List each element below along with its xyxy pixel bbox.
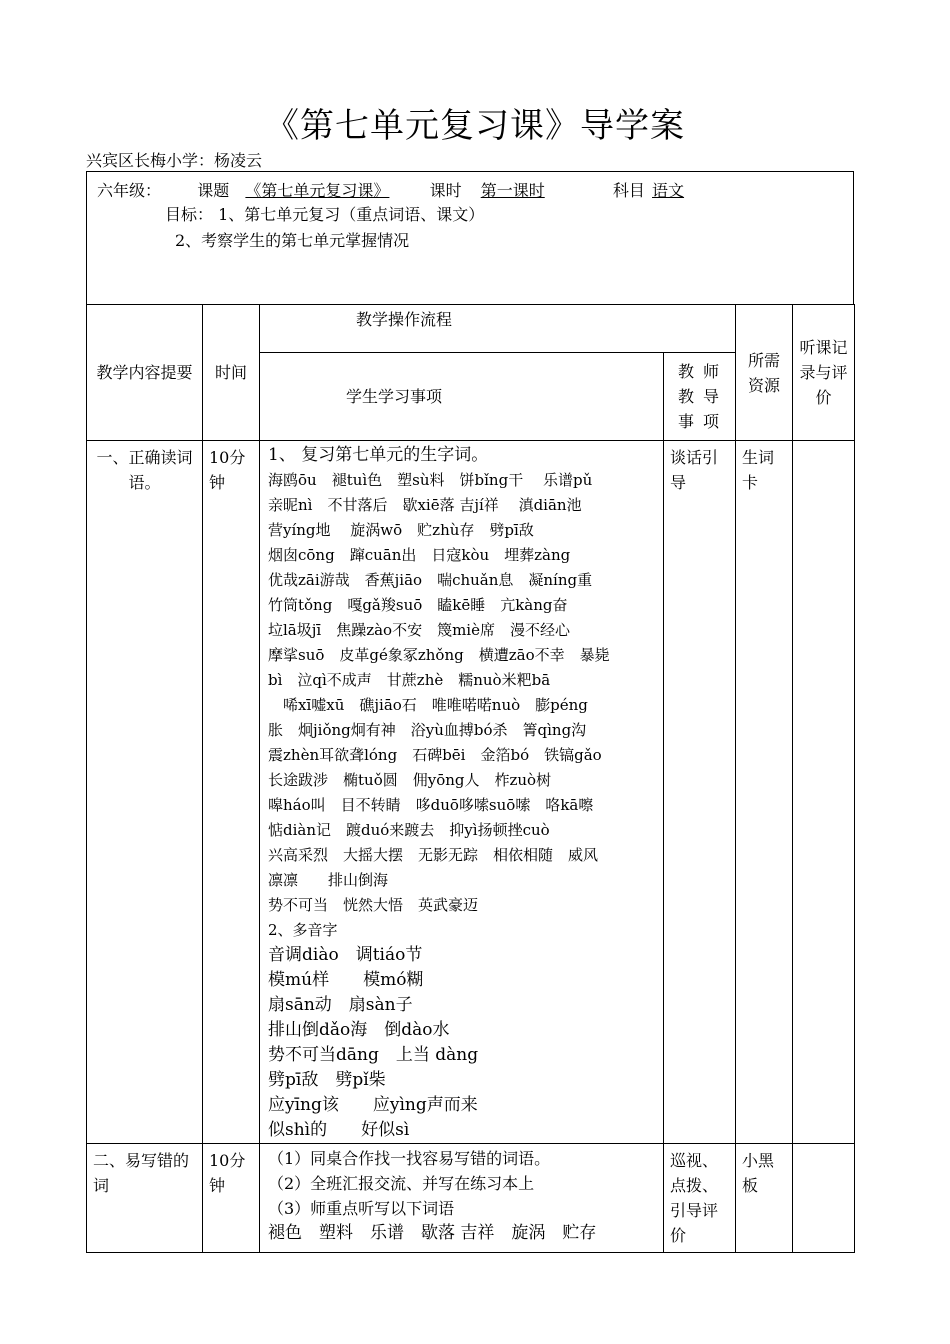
list-item: 摩挲suō 皮革gé象冢zhǒng 横遭zāo不幸 暴毙 xyxy=(268,646,610,664)
list-item: 唏xī嘘xū 礁jiāo石 唯唯喏喏nuò 膨péng xyxy=(268,696,588,714)
header-flow: 教学操作流程 xyxy=(260,305,736,353)
period-label: 课时 xyxy=(429,181,462,200)
row-notes xyxy=(793,441,855,1144)
author-line: 兴宾区长梅小学：杨凌云 xyxy=(86,151,263,170)
list-item: 扇sān动 扇sàn子 xyxy=(268,995,413,1015)
list-item: 凛凛 排山倒海 xyxy=(268,871,389,889)
table-row xyxy=(87,441,855,1144)
page-title: 《第七单元复习课》导学案 xyxy=(265,106,685,146)
list-item: 劈pī敌 劈pǐ柴 xyxy=(268,1070,386,1090)
list-item: 排山倒dǎo海 倒dào水 xyxy=(268,1020,450,1040)
table-row xyxy=(87,1144,855,1253)
list-item: 惦diàn记 踱duó来踱去 抑yì扬顿挫cuò xyxy=(268,821,550,839)
row-content: 一、正确读词语。 xyxy=(87,441,203,1144)
lesson-info-row xyxy=(97,178,692,201)
header-notes: 听课记录与评价 xyxy=(793,305,855,441)
goal-2: 2、考察学生的第七单元掌握情况 xyxy=(175,231,410,250)
list-item: 兴高采烈 大摇大摆 无影无踪 相依相随 威风 xyxy=(268,846,599,864)
row-resource: 生词卡 xyxy=(736,441,793,1144)
list-item: 嗥háo叫 目不转睛 哆duō哆嗦suō嗦 咯kā嚓 xyxy=(268,796,594,814)
list-item: 长途跋涉 椭tuǒ圆 佣yōng人 柞zuò树 xyxy=(268,771,552,789)
row-time: 10分钟 xyxy=(203,1144,260,1253)
list-item: 营yíng地 旋涡wō 贮zhù存 劈pī敌 xyxy=(268,521,534,539)
period-value: 第一课时 xyxy=(480,181,545,200)
list-item: 亲昵nì 不甘落后 歇xiē落 吉jí祥 滇diān池 xyxy=(268,496,582,514)
subject-label: 科目 xyxy=(612,181,645,200)
list-item: 胀 炯jiǒng炯有神 浴yù血搏bó杀 箐qìng沟 xyxy=(268,721,587,739)
topic-label: 课题 xyxy=(197,181,230,200)
row-student-items xyxy=(260,1144,664,1253)
grade: 六年级： xyxy=(97,181,162,200)
header-content: 教学内容提要 xyxy=(87,305,203,441)
row-notes xyxy=(793,1144,855,1253)
list-item: 势不可当 恍然大悟 英武豪迈 xyxy=(268,896,479,914)
header-teacher: 教 师 教 导 事 项 xyxy=(664,353,736,441)
topic-value: 《第七单元复习课》 xyxy=(245,181,390,200)
lesson-plan-table xyxy=(86,304,855,1253)
goal-1: 目标： 1、第七单元复习（重点词语、课文） xyxy=(165,205,485,224)
row-teacher: 巡视、点拨、引导评价 xyxy=(664,1144,736,1253)
list-item: 音调diào 调tiáo节 xyxy=(268,945,423,965)
header-time: 时间 xyxy=(203,305,260,441)
list-item: 震zhèn耳欲聋lóng 石碑bēi 金箔bó 铁镐gǎo xyxy=(268,746,602,764)
row-content: 二、易写错的词 xyxy=(87,1144,203,1253)
row-teacher: 谈话引导 xyxy=(664,441,736,1144)
list-item: 模mú样 模mó糊 xyxy=(268,970,424,990)
list-item: 1、 复习第七单元的生字词。 xyxy=(268,445,489,465)
list-item: 海鸥ōu 褪tuì色 塑sù料 饼bǐng干 乐谱pǔ xyxy=(268,471,593,489)
list-item: 似shì的 好似sì xyxy=(268,1120,410,1140)
header-resource: 所需资源 xyxy=(736,305,793,441)
list-item: 竹筒tǒng 嘎gǎ羧suō 瞌kē睡 亢kàng奋 xyxy=(268,596,568,614)
list-item: 势不可当dāng 上当 dàng xyxy=(268,1045,479,1065)
list-item: 烟囱cōng 蹿cuān出 日寇kòu 埋葬zàng xyxy=(268,546,571,564)
row-student-items xyxy=(260,441,664,1144)
list-item: （1）同桌合作找一找容易写错的词语。 xyxy=(268,1149,551,1168)
subject-value: 语文 xyxy=(652,181,685,200)
list-item: 褪色 塑料 乐谱 歇落 吉祥 旋涡 贮存 xyxy=(268,1223,597,1243)
list-item: （2）全班汇报交流、并写在练习本上 xyxy=(268,1174,535,1193)
list-item: 应yīng该 应yìng声而来 xyxy=(268,1095,478,1115)
list-item: （3）师重点听写以下词语 xyxy=(268,1199,455,1218)
row-time: 10分钟 xyxy=(203,441,260,1144)
list-item: bì 泣qì不成声 甘蔗zhè 糯nuò米粑bā xyxy=(268,671,551,689)
row-resource: 小黑板 xyxy=(736,1144,793,1253)
table-header-row xyxy=(87,305,855,353)
list-item: 2、多音字 xyxy=(268,921,338,939)
lesson-header xyxy=(86,171,854,305)
header-student: 学生学习事项 xyxy=(260,353,664,441)
list-item: 优哉zāi游哉 香蕉jiāo 喘chuǎn息 凝níng重 xyxy=(268,571,593,589)
list-item: 垃lā圾jī 焦躁zào不安 篾miè席 漫不经心 xyxy=(268,621,570,639)
